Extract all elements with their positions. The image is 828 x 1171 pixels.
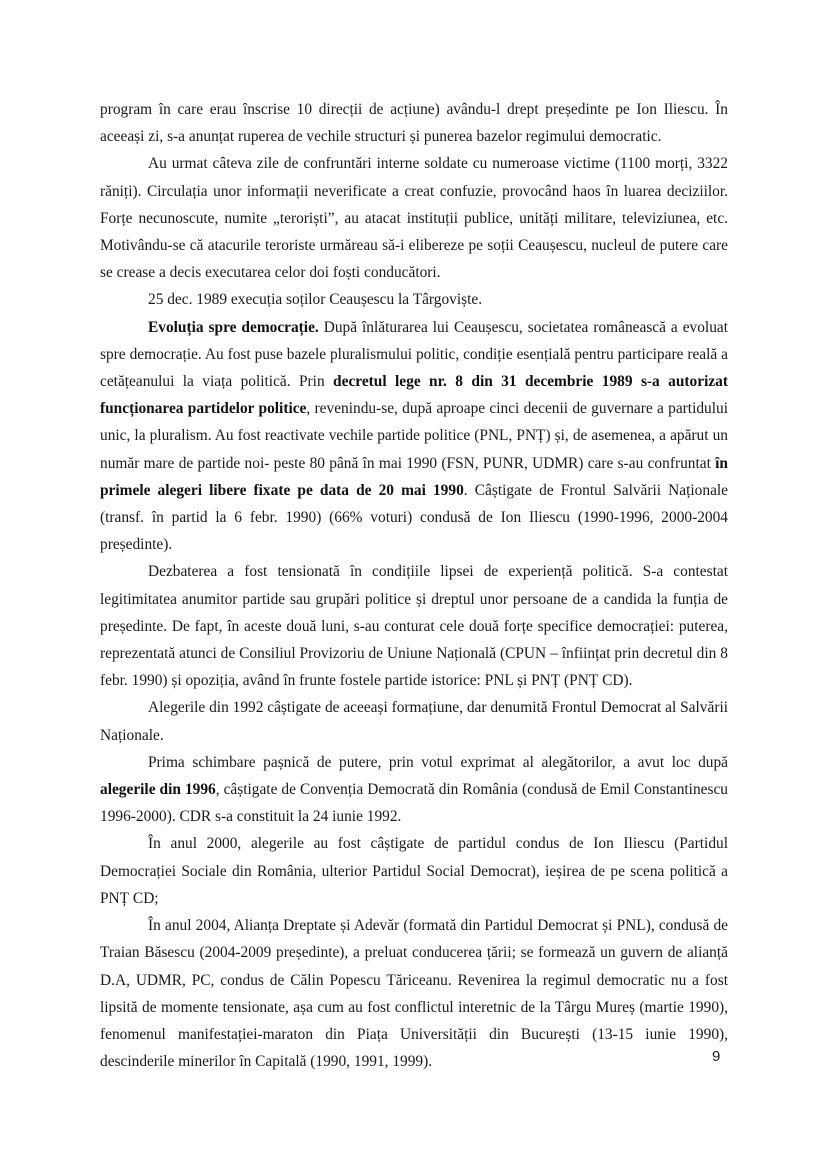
bold-phrase: decretul lege nr. 8 din 31 decembrie 1989 s-a autorizat funcționarea partidelor politice (100, 373, 728, 418)
paragraph-text: program în care erau înscrise 10 direcții de acțiune) avându-l drept președinte pe Ion Iliescu. În aceeași zi, s-a anunțat ruperea de vechile structuri și punerea bazelor regimului democratic. (100, 101, 728, 146)
paragraph-1 (100, 96, 728, 150)
paragraph-text: , câștigate de Convenția Democrată din România (condusă de Emil Constantinescu 1996-2000). CDR s-a constituit la 24 iunie 1992. (100, 781, 728, 826)
section-heading-evolutia: Evoluția spre democrație. (148, 318, 319, 336)
bold-phrase: alegerile din 1996 (100, 781, 216, 799)
paragraph-text: Au urmat câteva zile de confruntări interne soldate cu numeroase victime (1100 morți, 3322 răniți). Circulația unor informații neverificate a creat confuzie, provocând haos în luarea deciziilor. Forțe necunoscute, numite „teroriști”, au atacat instituții publice, unități militare, televiziunea, etc. Motivându-se că atacurile teroriste urmăreau să-i elibereze pe soții Ceaușescu, nucleul de putere care se crease a decis executarea celor doi foști conducători. (100, 155, 728, 282)
paragraph-8 (100, 830, 728, 912)
paragraph-7 (100, 749, 728, 831)
paragraph-text: Alegerile din 1992 câștigate de aceeași formațiune, dar denumită Frontul Democrat al Salvării Naționale. (100, 699, 728, 744)
paragraph-2 (100, 150, 728, 286)
paragraph-3 (100, 286, 728, 313)
paragraph-text: În anul 2000, alegerile au fost câștigate de partidul condus de Ion Iliescu (Partidul Democrației Sociale din România, ulterior Partidul Social Democrat), ieșirea de pe scena politică a PNȚ CD; (100, 835, 728, 907)
paragraph-text: Dezbaterea a fost tensionată în condițiile lipsei de experiență politică. S-a contestat legitimitatea anumitor partide sau grupări politice și dreptul unor persoane de a candida la funția de președinte. De fapt, în aceste două luni, s-au conturat cele două forțe specifice democrației: puterea, reprezentată atunci de Consiliul Provizoriu de Uniune Națională (CPUN – înființat prin decretul din 8 febr. 1990) și opoziția, având în frunte fostele partide istorice: PNL și PNȚ (PNȚ CD). (100, 563, 728, 690)
paragraph-text: Prima schimbare pașnică de putere, prin votul exprimat al alegătorilor, a avut loc după (148, 753, 728, 771)
page-body (100, 96, 728, 1075)
bold-phrase: în primele alegeri libere fixate pe data de 20 mai 1990 (100, 454, 728, 499)
paragraph-4 (100, 314, 728, 559)
paragraph-6 (100, 694, 728, 748)
paragraph-5 (100, 558, 728, 694)
paragraph-text: , revenindu-se, după aproape cinci decenii de guvernare a partidului unic, la pluralism. Au fost reactivate vechile partide politice (PNL, PNȚ) și, de asemenea, a apărut un număr mare de partide noi- peste 80 până în mai 1990 (FSN, PUNR, UDMR) care s-au confruntat (100, 400, 728, 472)
paragraph-text: 25 dec. 1989 execuția soților Ceaușescu la Târgoviște. (148, 291, 483, 309)
paragraph-text: După înlăturarea lui Ceaușescu, societatea românească a evoluat spre democrație. Au fost puse bazele pluralismului politic, condiție esențială pentru participare reală a cetățeanului la viața politică. Prin (100, 318, 729, 391)
paragraph-9 (100, 912, 728, 1075)
paragraph-text: . Câștigate de Frontul Salvării Naționale (transf. în partid la 6 febr. 1990) (66% voturi) condusă de Ion Iliescu (1990-1996, 2000-2004 președinte). (100, 481, 729, 554)
page-number: 9 (712, 1048, 721, 1065)
paragraph-text: În anul 2004, Alianța Dreptate și Adevăr (formată din Partidul Democrat și PNL), condusă de Traian Băsescu (2004-2009 președinte), a preluat conducerea țării; se formează un guvern de alianță D.A, UDMR, PC, condus de Călin Popescu Tăriceanu. Revenirea la regimul democratic nu a fost lipsită de momente tensionate, așa cum au fost conflictul interetnic de la Târgu Mureș (martie 1990), fenomenul manifestației-maraton din Piața Universității din București (13-15 iunie 1990), descinderile minerilor în Capitală (1990, 1991, 1999). (100, 917, 728, 1071)
